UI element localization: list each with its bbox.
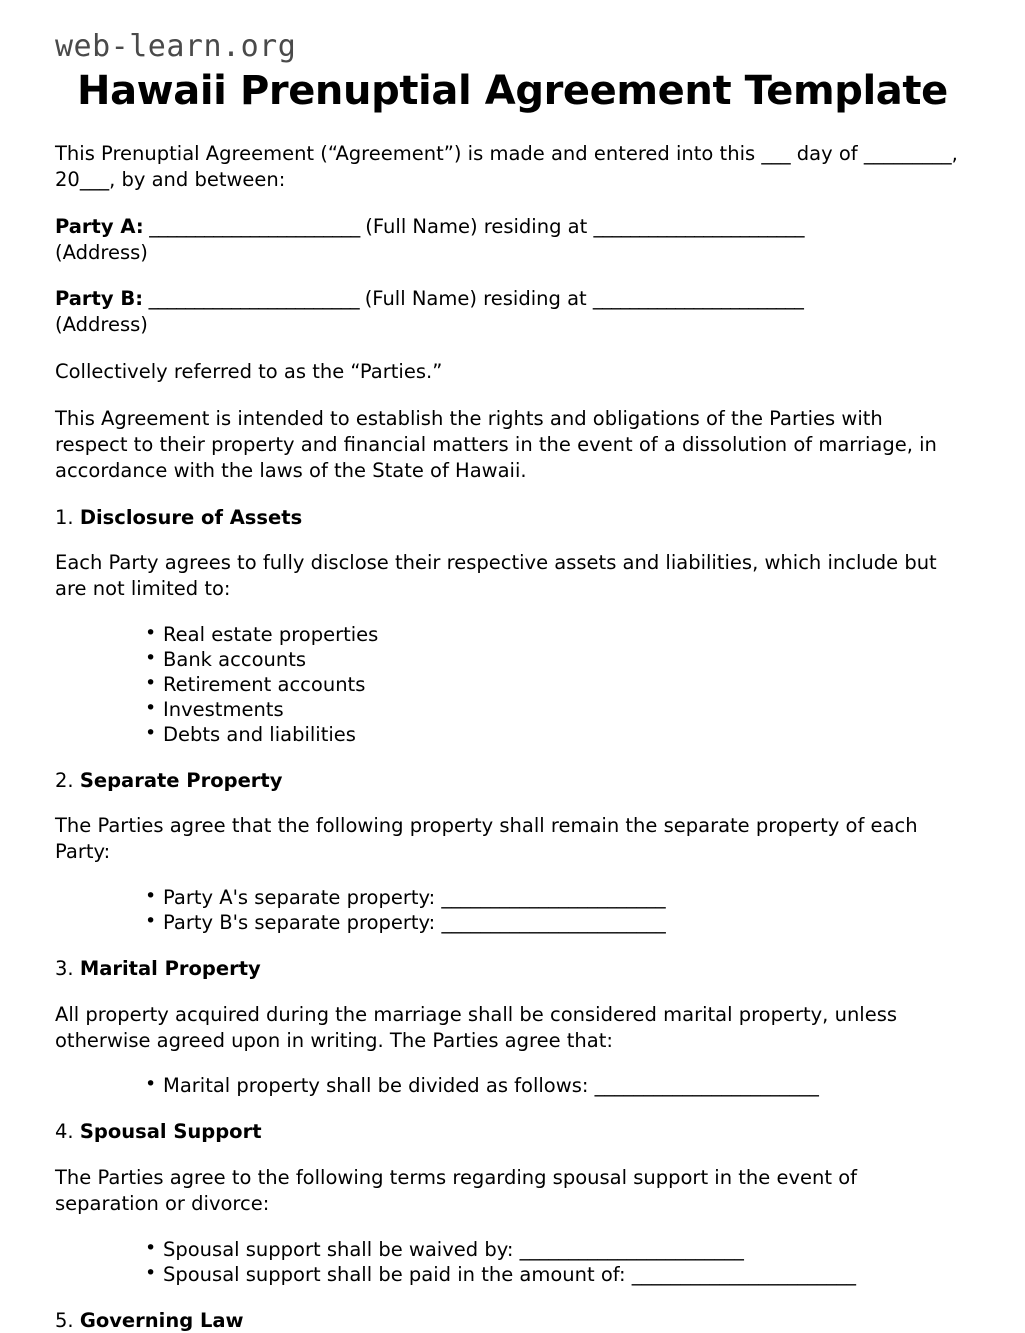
party-b-address-blank: _______________________ <box>592 287 804 311</box>
list-item: • Real estate properties <box>145 623 960 647</box>
document-body <box>55 141 960 1333</box>
party-b-label: Party B: <box>55 287 144 311</box>
section-paragraph-1: Each Party agrees to fully disclose their respective assets and liabilities, which include but are not limited to: <box>55 551 937 601</box>
section-title-4: Spousal Support <box>79 1120 262 1144</box>
party-b-mid-text: (Full Name) residing at <box>364 287 593 311</box>
purpose-paragraph: This Agreement is intended to establish the rights and obligations of the Parties with respect to their property and financial matters in the event of a dissolution of marriage, in accordance with the laws of the State of Hawaii. <box>55 407 937 483</box>
section-number-5: 5. <box>55 1308 74 1332</box>
party-a-label: Party A: <box>55 214 144 238</box>
list-item: • Party B's separate property: _______________________ <box>145 911 960 935</box>
section-title-1: Disclosure of Assets <box>79 506 303 530</box>
party-b-line <box>55 286 960 338</box>
party-b-address-label: (Address) <box>55 313 148 337</box>
section-title-5: Governing Law <box>79 1308 244 1332</box>
section-heading-4 <box>55 1119 960 1144</box>
section-heading-2 <box>55 768 960 793</box>
section-paragraph-2: The Parties agree that the following property shall remain the separate property of each Party: <box>55 814 918 864</box>
list-item: • Party A's separate property: _______________________ <box>145 886 960 910</box>
intro-paragraph: This Prenuptial Agreement (“Agreement”) is made and entered into this ___ day of _________, 20___, by and between: <box>55 141 958 191</box>
section-heading-1 <box>55 505 960 530</box>
party-a-line <box>55 214 960 266</box>
party-a-address-blank: _______________________ <box>593 214 804 238</box>
section-number-4: 4. <box>55 1120 74 1144</box>
party-a-address-label: (Address) <box>55 240 148 264</box>
section-number-2: 2. <box>55 769 74 793</box>
section-list-2 <box>55 886 960 935</box>
section-title-3: Marital Property <box>79 957 261 981</box>
collectively-paragraph: Collectively referred to as the “Parties.” <box>55 360 443 384</box>
list-item: • Investments <box>145 698 960 722</box>
list-item: • Debts and liabilities <box>145 723 960 747</box>
section-list-4 <box>55 1238 960 1287</box>
list-item: • Marital property shall be divided as follows: _______________________ <box>145 1074 960 1098</box>
party-b-name-blank: _______________________ <box>143 287 365 311</box>
section-heading-5 <box>55 1308 960 1333</box>
section-paragraph-4: The Parties agree to the following terms regarding spousal support in the event of separation or divorce: <box>55 1165 857 1215</box>
site-watermark: web-learn.org <box>55 29 297 64</box>
list-item: • Spousal support shall be paid in the amount of: _______________________ <box>145 1263 960 1287</box>
party-a-mid-text: (Full Name) residing at <box>365 214 594 238</box>
section-list-3 <box>55 1074 960 1098</box>
list-item: • Spousal support shall be waived by: _______________________ <box>145 1238 960 1262</box>
section-title-2: Separate Property <box>79 769 283 793</box>
page-title: Hawaii Prenuptial Agreement Template <box>77 68 948 114</box>
section-paragraph-3: All property acquired during the marriage shall be considered marital property, unless otherwise agreed upon in writing. The Parties agree that: <box>55 1002 898 1052</box>
section-number-1: 1. <box>55 506 74 530</box>
party-a-name-blank: _______________________ <box>143 214 366 238</box>
list-item: • Bank accounts <box>145 648 960 672</box>
list-item: • Retirement accounts <box>145 673 960 697</box>
section-heading-3 <box>55 956 960 981</box>
section-list-1 <box>55 623 960 747</box>
section-number-3: 3. <box>55 957 74 981</box>
